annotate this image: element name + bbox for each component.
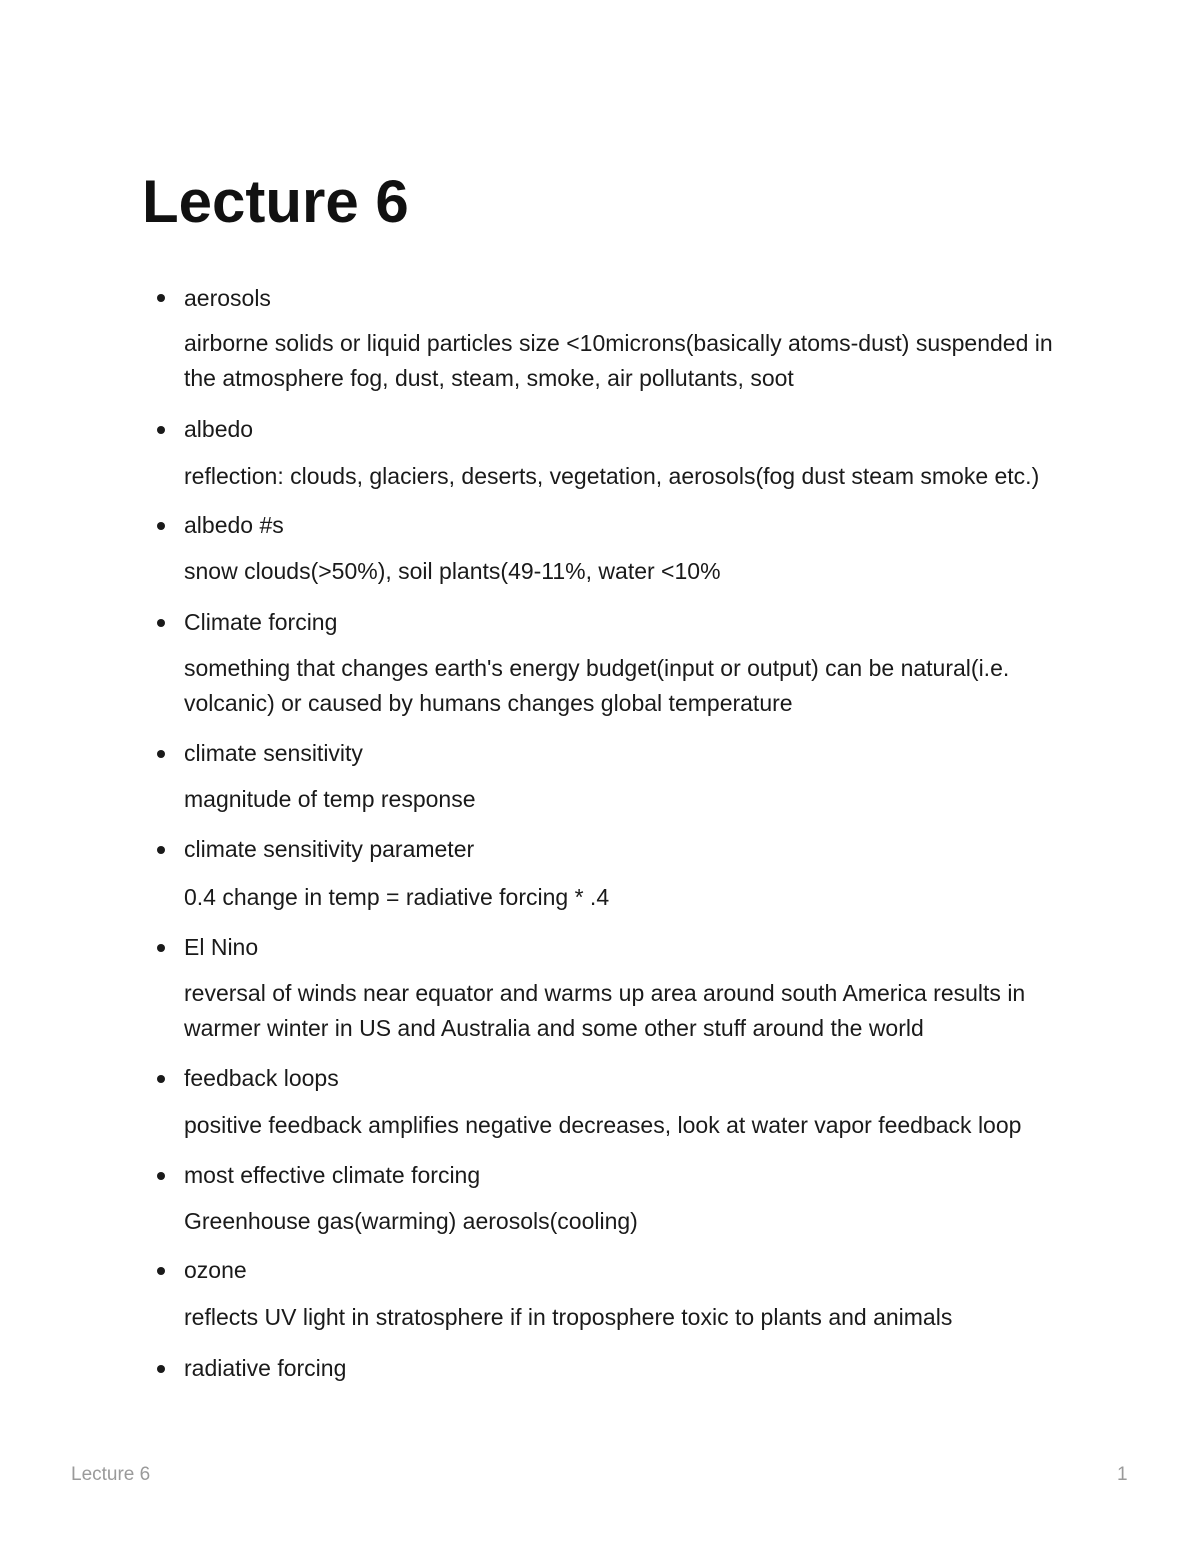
term-el-nino: El Nino — [184, 934, 259, 960]
term-climate-sensitivity: climate sensitivity — [184, 740, 363, 766]
definition-aerosols: airborne solids or liquid particles size <10microns(basically atoms-dust) suspended in the atmosphere fog, dust, steam, smoke, air pollutants, soot — [184, 330, 1053, 391]
definition-climate-sensitivity-parameter: 0.4 change in temp = radiative forcing * .4 — [184, 884, 610, 910]
term-most-effective-climate-forcing: most effective climate forcing — [184, 1162, 481, 1188]
bullet-icon — [157, 1172, 165, 1180]
bullet-icon — [157, 294, 165, 302]
term-ozone: ozone — [184, 1257, 247, 1283]
term-radiative-forcing: radiative forcing — [184, 1355, 347, 1381]
definition-el-nino: reversal of winds near equator and warms up area around south America results in warmer winter in US and Australia and some other stuff around the world — [184, 980, 1026, 1041]
term-climate-forcing: Climate forcing — [184, 609, 338, 635]
definition-climate-sensitivity: magnitude of temp response — [184, 786, 476, 812]
bullet-icon — [157, 522, 165, 530]
bullet-icon — [157, 1267, 165, 1275]
definition-climate-forcing: something that changes earth's energy budget(input or output) can be natural(i.e. volcanic) or caused by humans changes global temperature — [184, 655, 1010, 716]
term-aerosols: aerosols — [184, 285, 271, 311]
footer-page-number: 1 — [1117, 1464, 1128, 1485]
page-title: Lecture 6 — [142, 168, 409, 235]
definition-albedo: reflection: clouds, glaciers, deserts, vegetation, aerosols(fog dust steam smoke etc.) — [184, 463, 1040, 489]
bullet-icon — [157, 750, 165, 758]
term-feedback-loops: feedback loops — [184, 1065, 339, 1091]
footer-document-title: Lecture 6 — [71, 1464, 151, 1485]
bullet-icon — [157, 1365, 165, 1373]
definition-most-effective-climate-forcing: Greenhouse gas(warming) aerosols(cooling) — [184, 1208, 638, 1234]
bullet-icon — [157, 1075, 165, 1083]
bullet-icon — [157, 426, 165, 434]
definition-feedback-loops: positive feedback amplifies negative decreases, look at water vapor feedback loop — [184, 1112, 1022, 1138]
definition-albedo-numbers: snow clouds(>50%), soil plants(49-11%, water <10% — [184, 558, 721, 584]
bullet-icon — [157, 619, 165, 627]
term-climate-sensitivity-parameter: climate sensitivity parameter — [184, 836, 475, 862]
term-albedo-numbers: albedo #s — [184, 512, 284, 538]
definition-ozone: reflects UV light in stratosphere if in troposphere toxic to plants and animals — [184, 1304, 953, 1330]
bullet-icon — [157, 846, 165, 854]
term-albedo: albedo — [184, 416, 254, 442]
bullet-icon — [157, 944, 165, 952]
